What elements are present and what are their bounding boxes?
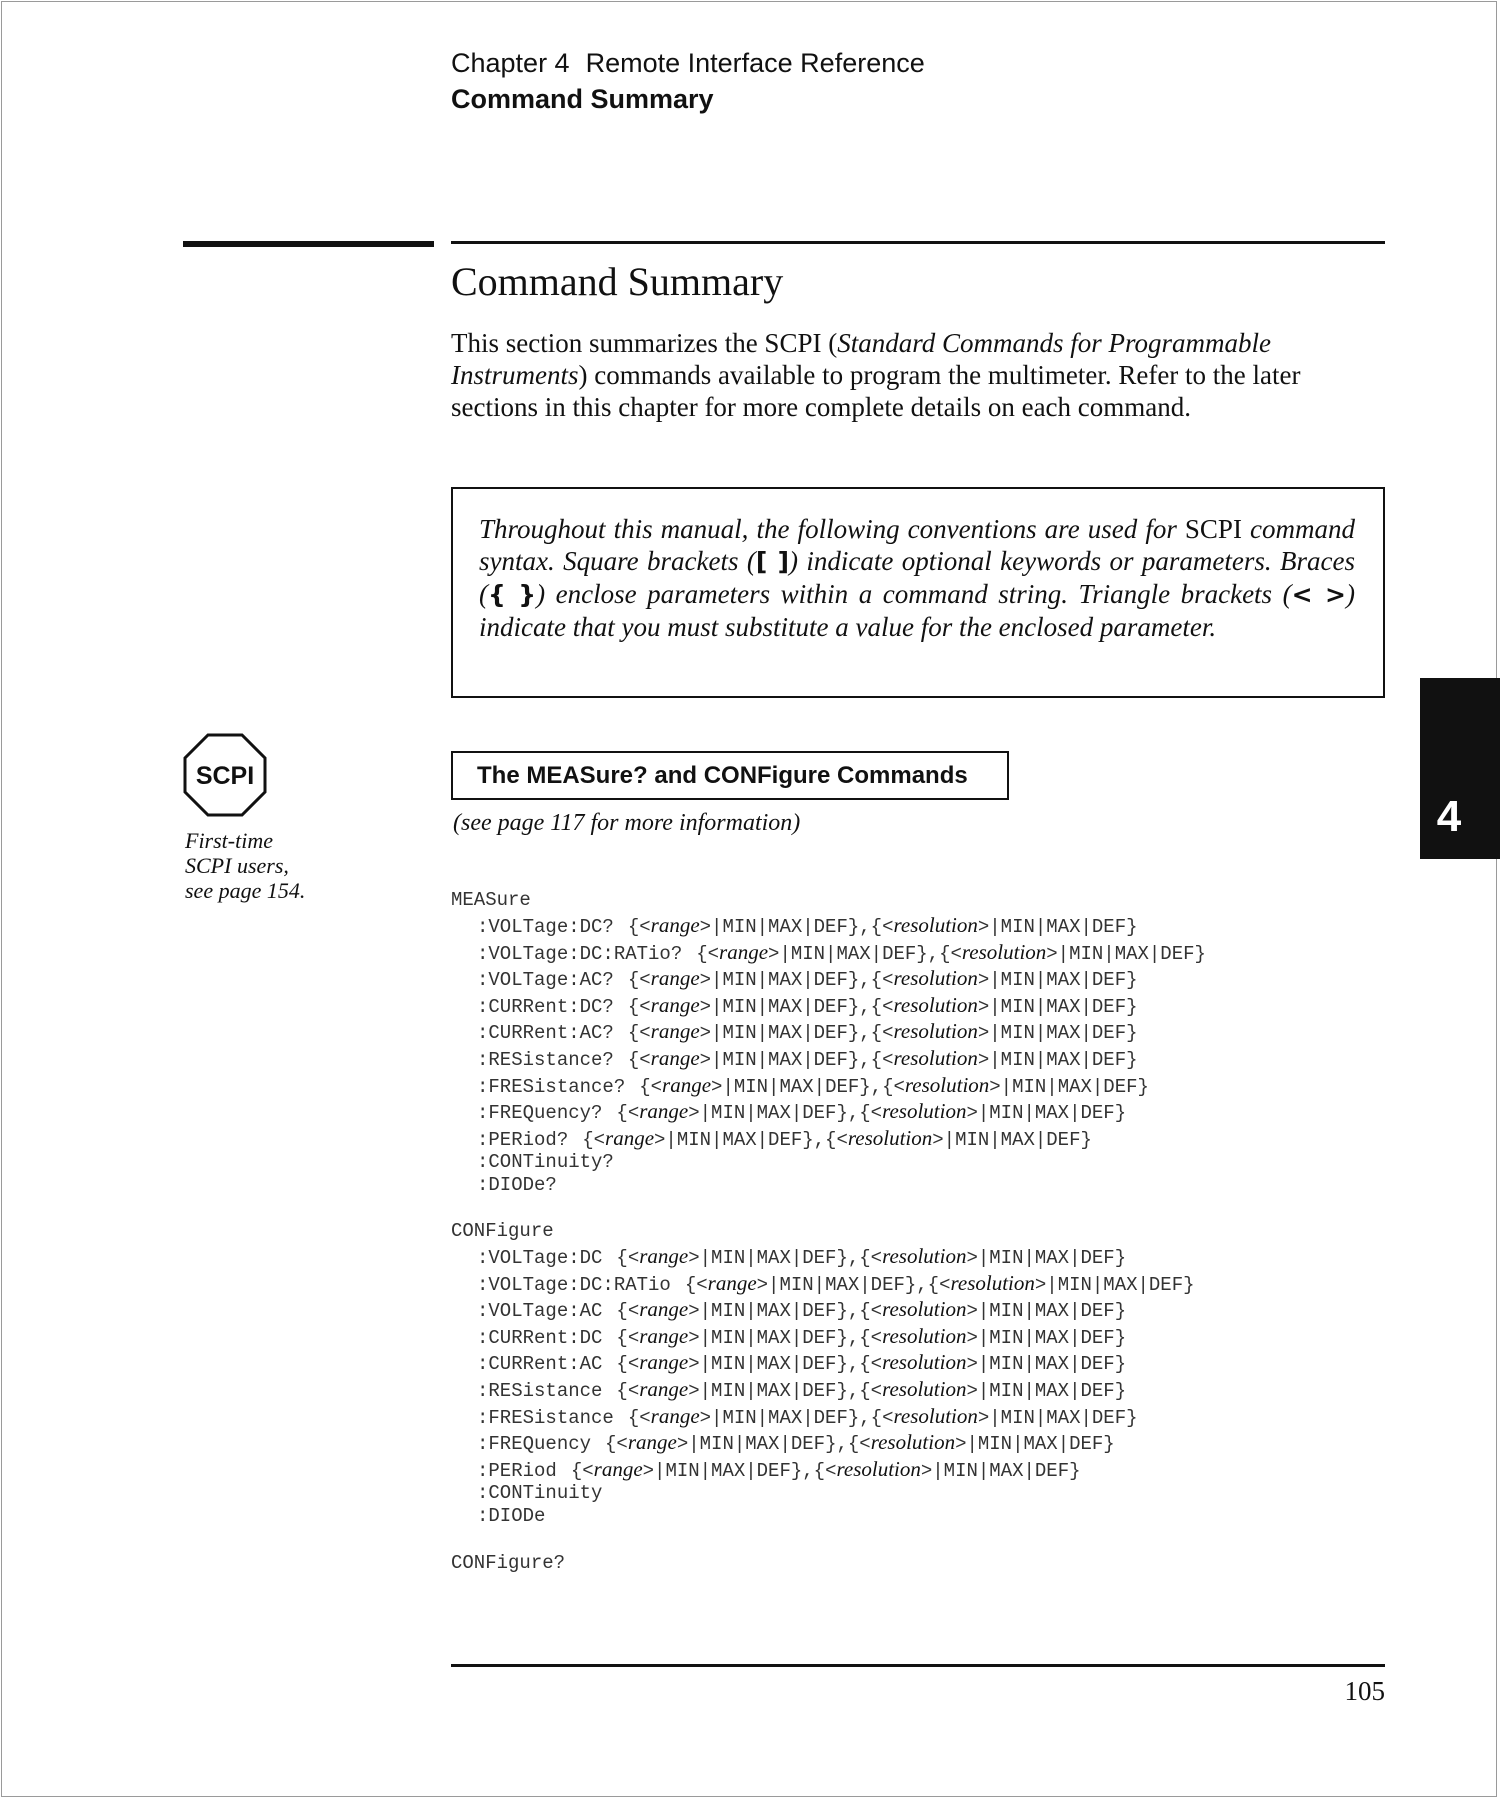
command-parameters: {<range>|MIN|MAX|DEF},{<resolution>|MIN|MAX|DEF} [616, 1297, 1127, 1323]
command-keyword: :PERiod? [477, 1128, 569, 1151]
command-parameters: {<range>|MIN|MAX|DEF},{<resolution>|MIN|MAX|DEF} [639, 1072, 1149, 1098]
command-parameters: {<range>|MIN|MAX|DEF},{<resolution>|MIN|MAX|DEF} [616, 1350, 1127, 1376]
command-parameters: {<range>|MIN|MAX|DEF},{<resolution>|MIN|MAX|DEF} [627, 966, 1138, 992]
command-parameters: {<range>|MIN|MAX|DEF},{<resolution>|MIN|MAX|DEF} [684, 1270, 1195, 1296]
command-line [477, 1243, 1195, 1270]
command-line [477, 965, 1206, 992]
intro-text-2: ) commands available to program the multimeter. Refer to the later sections in this chapter for more complete details on each command. [451, 360, 1301, 422]
command-keyword: :CURRent:DC? [477, 995, 614, 1018]
subsection-title: The MEASure? and CONFigure Commands [477, 762, 968, 789]
command-line [477, 1072, 1206, 1099]
see-page-reference: (see page 117 for more information) [453, 810, 801, 836]
running-header-chapter [451, 48, 925, 79]
command-keyword: :VOLTage:DC:RATio? [477, 942, 683, 965]
command-line: :DIODe [477, 1505, 546, 1528]
command-parameters: {<range>|MIN|MAX|DEF},{<resolution>|MIN|MAX|DEF} [570, 1456, 1081, 1482]
command-keyword: :FREQuency [477, 1433, 592, 1456]
command-line [477, 1349, 1195, 1376]
chapter-tab-number: 4 [1436, 792, 1462, 841]
command-line: :CONTinuity? [477, 1151, 614, 1174]
command-keyword: :VOLTage:AC? [477, 969, 614, 992]
command-parameters: {<range>|MIN|MAX|DEF},{<resolution>|MIN|MAX|DEF} [696, 939, 1206, 965]
command-parameters: {<range>|MIN|MAX|DEF},{<resolution>|MIN|MAX|DEF} [627, 1019, 1138, 1045]
command-parameters: {<range>|MIN|MAX|DEF},{<resolution>|MIN|MAX|DEF} [627, 992, 1138, 1018]
conv-text-4: ) enclose parameters within a command string. Triangle brackets ( [536, 579, 1292, 609]
chapter-label: Chapter 4 [451, 48, 570, 78]
command-parameters: {<range>|MIN|MAX|DEF},{<resolution>|MIN|MAX|DEF} [627, 1045, 1138, 1071]
command-line [477, 992, 1206, 1019]
command-keyword: :CURRent:AC [477, 1353, 603, 1376]
command-parameters: {<range>|MIN|MAX|DEF},{<resolution>|MIN|MAX|DEF} [616, 1376, 1127, 1402]
command-line [477, 1018, 1206, 1045]
left-rule [183, 241, 434, 247]
command-line [477, 1098, 1206, 1125]
configure-query: CONFigure? [451, 1552, 566, 1574]
command-line [477, 1045, 1206, 1072]
command-line [477, 1323, 1195, 1350]
command-keyword: :FRESistance [477, 1406, 614, 1429]
command-parameters: {<range>|MIN|MAX|DEF},{<resolution>|MIN|MAX|DEF} [616, 1099, 1127, 1125]
command-keyword: :VOLTage:AC [477, 1300, 603, 1323]
configure-command-list [477, 1243, 1195, 1528]
intro-italic: Standard Commands for Programmable Instruments [451, 328, 1271, 390]
command-parameters: {<range>|MIN|MAX|DEF},{<resolution>|MIN|MAX|DEF} [627, 913, 1138, 938]
conv-scpi: SCPI [1184, 514, 1242, 544]
command-parameters: {<range>|MIN|MAX|DEF},{<resolution>|MIN|MAX|DEF} [616, 1323, 1127, 1349]
command-line [477, 1403, 1195, 1430]
command-parameters: {<range>|MIN|MAX|DEF},{<resolution>|MIN|MAX|DEF} [627, 1403, 1138, 1429]
intro-paragraph [451, 327, 1381, 423]
command-line: :CONTinuity [477, 1482, 603, 1505]
margin-note: First-time SCPI users, see page 154. [185, 828, 306, 903]
conv-square-brackets: [ ] [755, 547, 790, 576]
command-keyword: :VOLTage:DC [477, 1247, 603, 1269]
running-header-section: Command Summary [451, 84, 714, 114]
command-line [477, 1125, 1206, 1152]
command-parameters: {<range>|MIN|MAX|DEF},{<resolution>|MIN|MAX|DEF} [616, 1244, 1127, 1269]
conv-text-1: Throughout this manual, the following conventions are used for [479, 514, 1185, 544]
command-line: :DIODe? [477, 1174, 557, 1197]
command-line [477, 1456, 1195, 1483]
section-title: Command Summary [451, 259, 784, 304]
command-keyword: :RESistance [477, 1379, 603, 1402]
command-keyword: :VOLTage:DC? [477, 916, 614, 938]
command-line [477, 1429, 1195, 1456]
measure-command-list [477, 912, 1206, 1197]
command-parameters: {<range>|MIN|MAX|DEF},{<resolution>|MIN|MAX|DEF} [605, 1430, 1115, 1456]
command-line [477, 1270, 1195, 1297]
conv-braces: { } [488, 580, 537, 609]
chapter-tab [1420, 678, 1500, 859]
conv-triangle-brackets: < > [1291, 580, 1346, 609]
footer-rule [451, 1664, 1385, 1667]
command-keyword: :FRESistance? [477, 1075, 626, 1098]
conventions-box [451, 487, 1385, 698]
command-line [477, 912, 1206, 939]
scpi-icon-label: SCPI [195, 762, 255, 790]
command-keyword: :CURRent:DC [477, 1326, 603, 1349]
scpi-stop-sign-icon [183, 733, 267, 817]
command-line [477, 939, 1206, 966]
command-keyword: :PERiod [477, 1459, 557, 1482]
conventions-text [479, 513, 1355, 643]
section-rule [451, 241, 1385, 244]
chapter-title: Remote Interface Reference [585, 48, 925, 78]
command-keyword: :CURRent:AC? [477, 1022, 614, 1045]
conv-text-2: command syntax. Square brackets ( [479, 514, 1356, 576]
command-parameters: {<range>|MIN|MAX|DEF},{<resolution>|MIN|MAX|DEF} [582, 1125, 1092, 1151]
command-keyword: :RESistance? [477, 1048, 614, 1071]
command-line [477, 1376, 1195, 1403]
configure-root: CONFigure [451, 1220, 554, 1242]
intro-text-1: This section summarizes the SCPI ( [451, 328, 838, 358]
command-line [477, 1296, 1195, 1323]
measure-root: MEASure [451, 889, 531, 911]
conv-text-3: ) indicate optional keywords or parameters. Braces ( [479, 546, 1355, 609]
page-number: 105 [1344, 1676, 1385, 1706]
command-keyword: :VOLTage:DC:RATio [477, 1273, 671, 1296]
command-keyword: :FREQuency? [477, 1102, 603, 1125]
conv-text-5: ) indicate that you must substitute a value for the enclosed parameter. [479, 579, 1355, 642]
subsection-heading-box [451, 751, 1009, 800]
